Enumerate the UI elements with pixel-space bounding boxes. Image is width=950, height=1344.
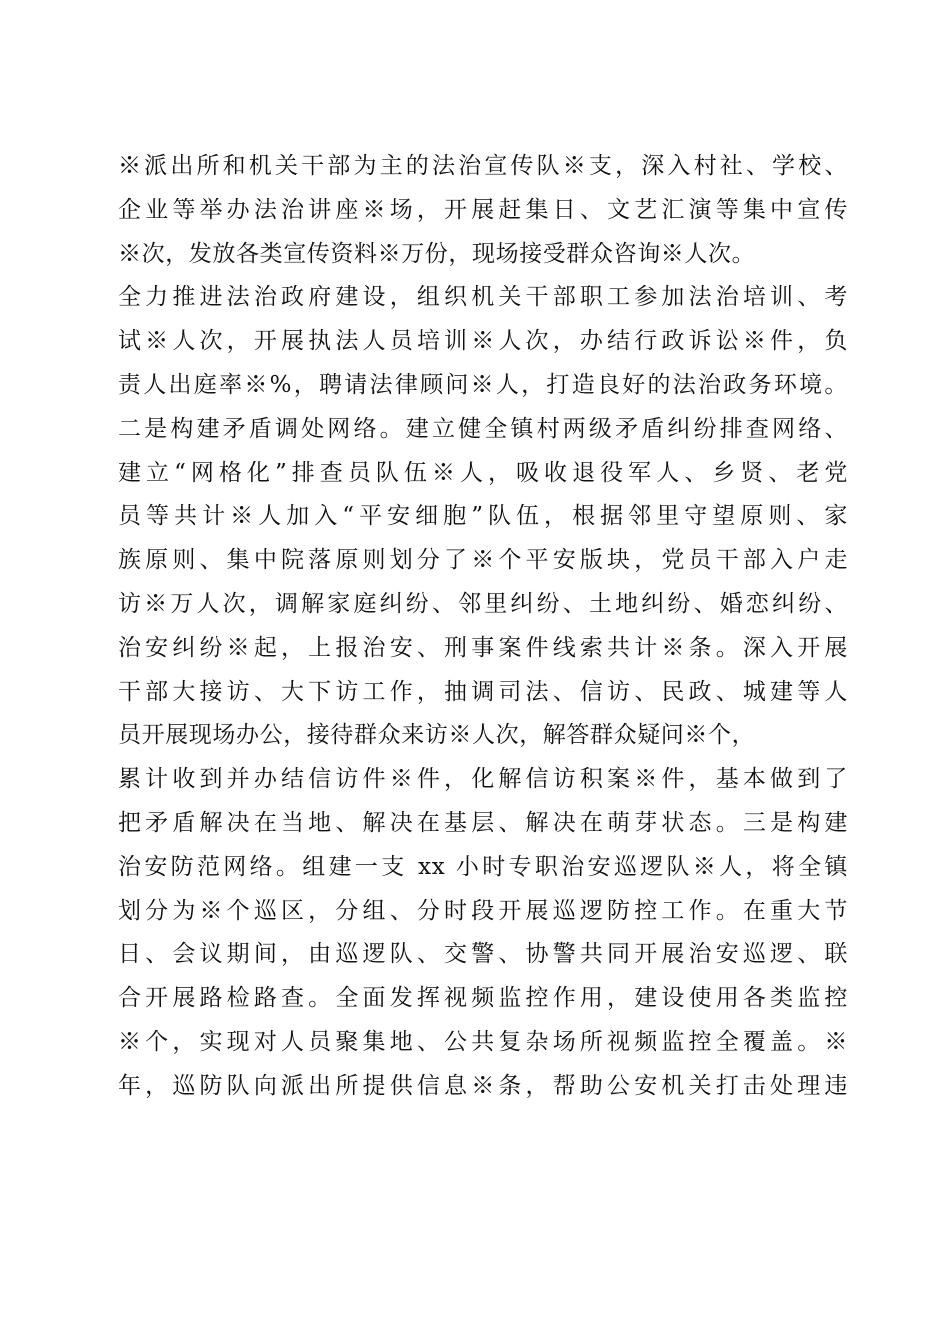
text-line: 责人出庭率※%，聘请法律顾问※人，打造良好的法治政务环境。 (118, 371, 848, 398)
text-line: 治安纠纷※起，上报治安、刑事案件线索共计※条。深入开展 (118, 634, 848, 661)
text-line: 把矛盾解决在当地、解决在基层、解决在萌芽状态。三是构建 (118, 809, 848, 836)
text-line: 划分为※个巡区，分组、分时段开展巡逻防控工作。在重大节 (118, 897, 848, 924)
text-line: 年，巡防队向派出所提供信息※条，帮助公安机关打击处理违 (118, 1072, 848, 1099)
text-line: 建立“网格化”排查员队伍※人，吸收退役军人、乡贤、老党 (118, 459, 848, 486)
body-text (118, 145, 848, 1109)
text-line: 企业等举办法治讲座※场，开展赶集日、文艺汇演等集中宣传 (118, 196, 848, 223)
text-line: 二是构建矛盾调处网络。建立健全镇村两级矛盾纠纷排查网络、 (118, 415, 848, 442)
text-line: 员等共计※人加入“平安细胞”队伍，根据邻里守望原则、家 (118, 503, 848, 530)
text-line: ※次，发放各类宣传资料※万份，现场接受群众咨询※人次。 (118, 240, 756, 267)
text-line: 干部大接访、大下访工作，抽调司法、信访、民政、城建等人 (118, 678, 848, 705)
text-line: 试※人次，开展执法人员培训※人次，办结行政诉讼※件，负 (118, 328, 848, 355)
text-line: 日、会议期间，由巡逻队、交警、协警共同开展治安巡逻、联 (118, 941, 848, 968)
text-line: 累计收到并办结信访件※件，化解信访积案※件，基本做到了 (118, 766, 848, 793)
text-line: ※个，实现对人员聚集地、公共复杂场所视频监控全覆盖。※ (118, 1028, 848, 1055)
text-line: 全力推进法治政府建设，组织机关干部职工参加法治培训、考 (118, 284, 848, 311)
text-line: 合开展路检路查。全面发挥视频监控作用，建设使用各类监控 (118, 985, 848, 1012)
text-line: ※派出所和机关干部为主的法治宣传队※支，深入村社、学校、 (118, 153, 848, 179)
text-line: 访※万人次，调解家庭纠纷、邻里纠纷、土地纠纷、婚恋纠纷、 (118, 590, 848, 617)
text-line: 治安防范网络。组建一支 xx 小时专职治安巡逻队※人，将全镇 (118, 853, 848, 880)
text-line: 员开展现场办公，接待群众来访※人次，解答群众疑问※个， (118, 722, 756, 749)
text-line: 族原则、集中院落原则划分了※个平安版块，党员干部入户走 (118, 547, 848, 574)
